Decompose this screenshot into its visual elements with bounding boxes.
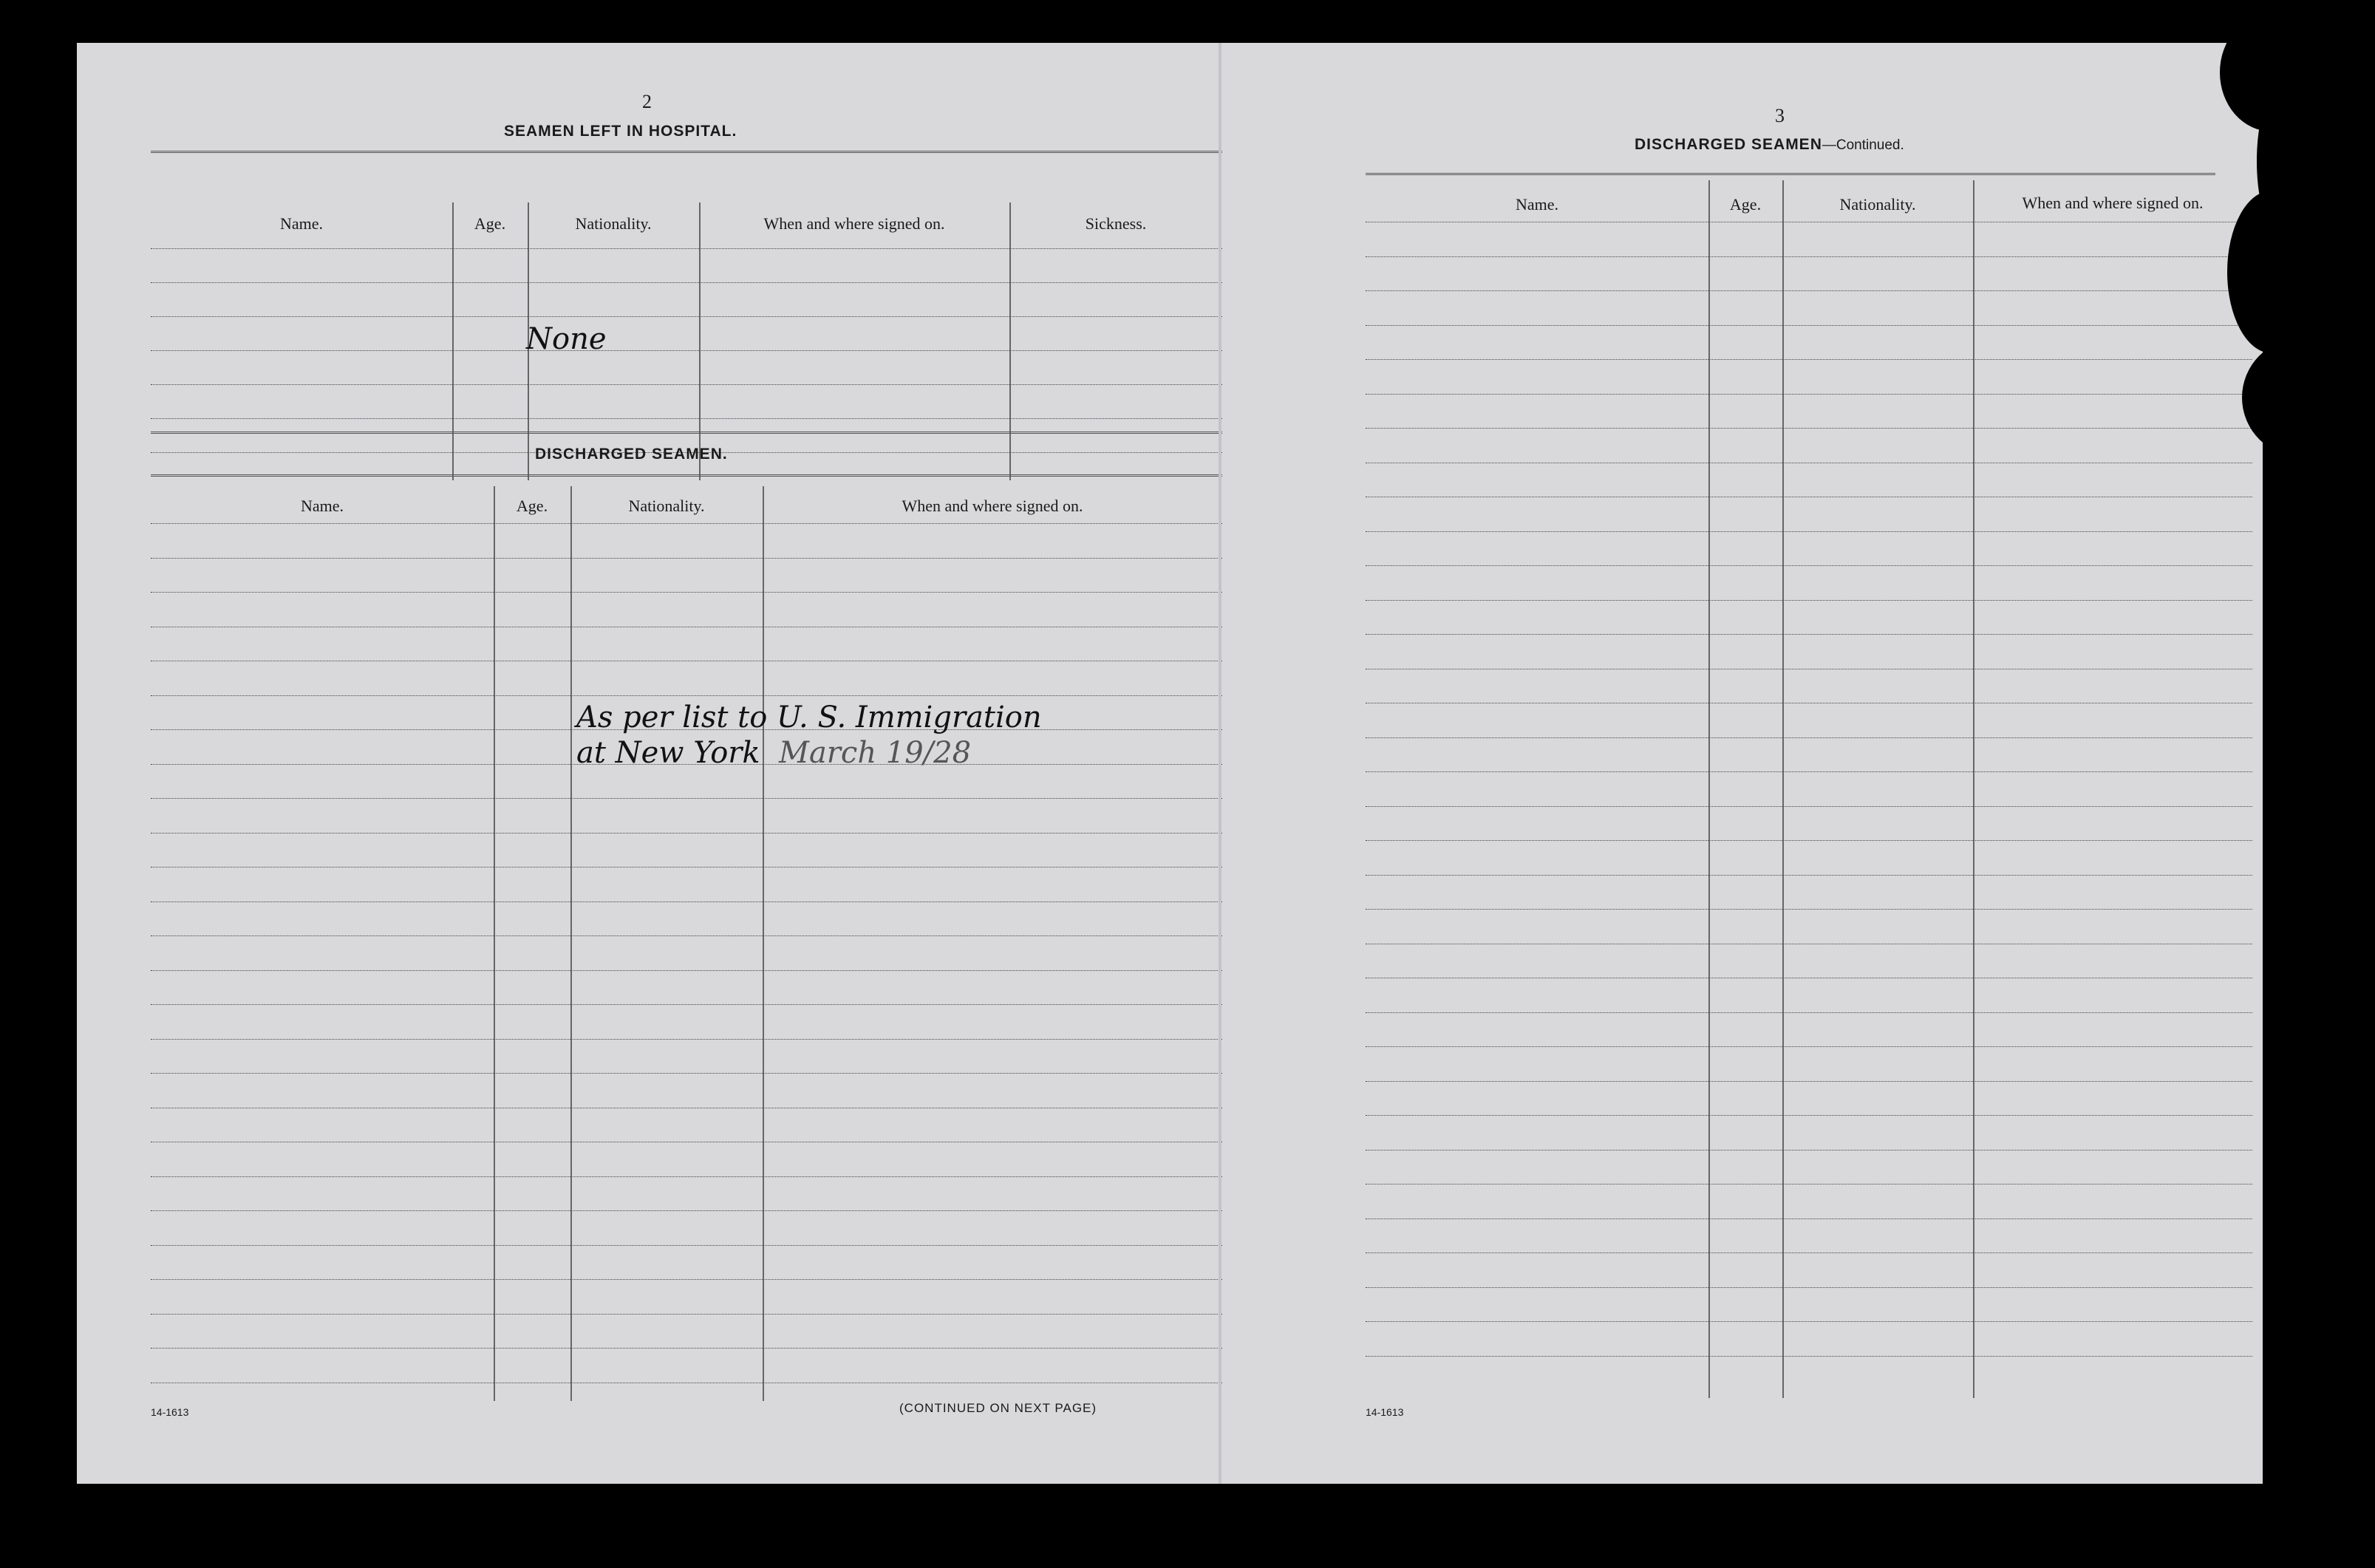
ruled-row-line — [151, 901, 1222, 902]
ruled-row-line — [151, 384, 1222, 385]
page-number: 3 — [1775, 105, 1785, 126]
ruled-row-line — [151, 418, 1222, 419]
ruled-row-line — [151, 1176, 1222, 1177]
ruled-row-line — [1366, 634, 2252, 635]
ruled-row-line — [151, 350, 1222, 351]
ruled-row-line — [151, 1073, 1222, 1074]
col-age: Age. — [516, 497, 548, 515]
discharged-section-title: DISCHARGED SEAMEN. — [535, 446, 728, 463]
column-divider — [1009, 202, 1011, 480]
discharged-continued-title — [1635, 136, 1904, 154]
col-nationality: Nationality. — [628, 497, 705, 515]
ruled-row-line — [151, 695, 1222, 696]
ruled-row-line — [151, 935, 1222, 936]
ruled-row-line — [1366, 325, 2252, 326]
ruled-row-line — [1366, 737, 2252, 738]
col-nationality: Nationality. — [575, 214, 652, 233]
ruled-row-line — [1366, 771, 2252, 772]
ruled-row-line — [151, 558, 1222, 559]
column-divider — [570, 486, 572, 1401]
column-divider — [763, 486, 764, 1401]
handwritten-date: March 19/28 — [779, 736, 972, 770]
ruled-row-line — [151, 1004, 1222, 1005]
ruled-row-line — [151, 1245, 1222, 1246]
ruled-row-line — [1366, 600, 2252, 601]
ruled-row-line — [1366, 531, 2252, 532]
ruled-row-line — [1366, 1046, 2252, 1047]
column-divider — [494, 486, 495, 1401]
ruled-row-line — [1366, 1081, 2252, 1082]
ruled-row-line — [1366, 290, 2252, 291]
ruled-row-line — [151, 523, 1222, 524]
form-number: 14-1613 — [1366, 1406, 1404, 1418]
punch-hole — [2264, 1243, 2294, 1272]
ruled-row-line — [151, 1348, 1222, 1349]
col-nationality: Nationality. — [1839, 195, 1916, 214]
ruled-row-line — [151, 1039, 1222, 1040]
ruled-row-line — [151, 970, 1222, 971]
continued-top-rule — [1366, 173, 2215, 175]
ruled-row-line — [151, 1314, 1222, 1315]
title-suffix: —Continued. — [1822, 137, 1904, 153]
hospital-top-rule — [151, 151, 1222, 153]
column-divider — [452, 202, 454, 480]
ruled-row-line — [1366, 909, 2252, 910]
left-page — [77, 43, 1219, 1484]
page-number: 2 — [642, 91, 652, 112]
ruled-row-line — [1366, 1356, 2252, 1357]
col-name: Name. — [279, 214, 324, 233]
handwritten-note-line1: As per list to U. S. Immigration — [576, 701, 1042, 734]
ruled-row-line — [151, 1210, 1222, 1211]
continued-table — [1366, 177, 2252, 1398]
hospital-bottom-rule — [151, 432, 1222, 434]
col-age: Age. — [474, 214, 506, 233]
column-divider — [1708, 180, 1710, 1398]
col-when-where: When and where signed on. — [2022, 194, 2204, 212]
ruled-row-line — [1366, 428, 2252, 429]
ruled-row-line — [1366, 1012, 2252, 1013]
ruled-row-line — [151, 1279, 1222, 1280]
hospital-section-title: SEAMEN LEFT IN HOSPITAL. — [504, 123, 737, 140]
right-page — [1274, 43, 2263, 1484]
ruled-row-line — [1366, 875, 2252, 876]
col-name: Name. — [300, 497, 344, 515]
column-divider — [1973, 180, 1974, 1398]
ruled-row-line — [1366, 1150, 2252, 1151]
ruled-row-line — [1366, 840, 2252, 841]
ruled-row-line — [1366, 256, 2252, 257]
title-main: DISCHARGED SEAMEN — [1635, 136, 1822, 153]
discharged-table — [151, 479, 1222, 1401]
ruled-row-line — [151, 282, 1222, 283]
ruled-row-line — [151, 592, 1222, 593]
ruled-row-line — [1366, 1252, 2252, 1253]
ruled-row-line — [151, 798, 1222, 799]
punch-hole — [2264, 1128, 2294, 1157]
col-when-where: When and where signed on. — [902, 497, 1083, 515]
form-number: 14-1613 — [151, 1406, 189, 1418]
continued-note: (CONTINUED ON NEXT PAGE) — [899, 1401, 1097, 1415]
ruled-row-line — [1366, 359, 2252, 360]
ruled-row-line — [1366, 565, 2252, 566]
ruled-row-line — [151, 248, 1222, 249]
ruled-row-line — [1366, 806, 2252, 807]
torn-edge — [2257, 102, 2286, 220]
torn-edge — [2242, 338, 2360, 457]
col-age: Age. — [1729, 195, 1762, 214]
handwritten-note-line2: at New York — [576, 736, 760, 770]
ruled-row-line — [1366, 1321, 2252, 1322]
document-sheet — [77, 43, 2263, 1484]
ruled-row-line — [151, 316, 1222, 317]
handwritten-none: None — [526, 322, 607, 356]
ruled-row-line — [1366, 1218, 2252, 1219]
column-divider — [699, 202, 701, 480]
ruled-row-line — [151, 833, 1222, 834]
ruled-row-line — [1366, 1287, 2252, 1288]
col-name: Name. — [1515, 195, 1559, 214]
ruled-row-line — [1366, 1115, 2252, 1116]
ruled-row-line — [1366, 394, 2252, 395]
discharged-top-rule — [151, 474, 1222, 477]
column-divider — [1782, 180, 1784, 1398]
col-when-where: When and where signed on. — [763, 214, 945, 233]
col-sickness: Sickness. — [1085, 214, 1147, 233]
page-fold — [1219, 43, 1221, 1484]
